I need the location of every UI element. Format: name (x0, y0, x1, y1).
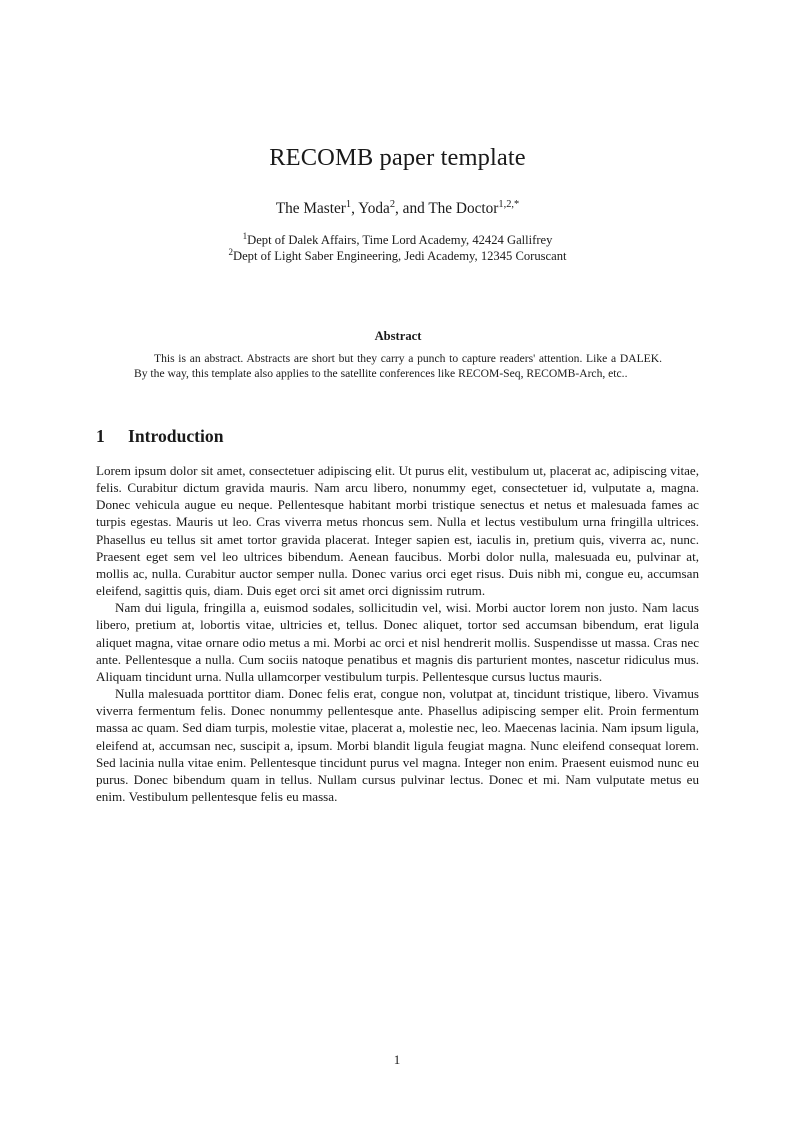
author-separator-2: , and (395, 200, 429, 217)
author-separator-1: , (351, 200, 359, 217)
section-heading-introduction (96, 425, 699, 447)
author-the-master-affiliation-marker: 1 (345, 198, 352, 210)
affiliation-1 (96, 230, 699, 249)
section-number: 1 (96, 426, 105, 446)
abstract-body: This is an abstract. Abstracts are short but they carry a punch to capture readers' attention. Like a DALEK. By the way, this template also applies to the satellite conferences like RECOM-Seq, RECOMB-Arch, etc.. (134, 352, 662, 381)
affiliation-2-text: Dept of Light Saber Engineering, Jedi Academy, 12345 Coruscant (232, 248, 567, 263)
page-number: 1 (393, 1052, 401, 1067)
abstract-heading: Abstract (374, 329, 422, 343)
abstract-section (134, 328, 662, 381)
page-title: RECOMB paper template (269, 144, 526, 171)
section-body-introduction (96, 462, 699, 805)
affiliation-2 (96, 246, 699, 265)
affiliation-list (96, 219, 699, 264)
author-the-doctor-affiliation-marker: 1,2,* (498, 198, 520, 210)
author-list (96, 173, 699, 219)
affiliation-1-marker: 1 (242, 230, 248, 241)
paragraph-3: Nulla malesuada porttitor diam. Donec felis erat, congue non, volutpat at, tincidunt tristique, libero. Vivamus viverra fermentum felis. Donec nonummy pellentesque ante. Phasellus adipiscing semper elit. Proin fermentum massa ac quam. Sed diam turpis, molestie vitae, placerat a, molestie nec, leo. Maecenas lacinia. Nam ipsum ligula, eleifend at, accumsan nec, suscipit a, ipsum. Morbi blandit ligula feugiat magna. Nunc eleifend consequat lorem. Sed lacinia nulla vitae enim. Pellentesque tincidunt purus vel magna. Integer non enim. Praesent euismod nunc eu purus. Donec bibendum quam in tellus. Nullam cursus pulvinar lectus. Donec et mi. Nam vulputate metus eu enim. Vestibulum pellentesque felis eu massa. (96, 686, 699, 804)
author-the-doctor: The Doctor (428, 200, 499, 217)
title-block (96, 143, 699, 264)
author-yoda: Yoda (358, 200, 390, 217)
paragraph-2: Nam dui ligula, fringilla a, euismod sodales, sollicitudin vel, wisi. Morbi auctor lorem non justo. Nam lacus libero, pretium at, lobortis vitae, ultricies et, tellus. Donec aliquet, tortor sed accumsan bibendum, erat ligula aliquet magna, vitae ornare odio metus a mi. Morbi ac orci et nisl hendrerit mollis. Suspendisse ut massa. Cras nec ante. Pellentesque a nulla. Cum sociis natoque penatibus et magnis dis parturient montes, nascetur ridiculus mus. Aliquam tincidunt urna. Nulla ullamcorper vestibulum turpis. Pellentesque cursus luctus mauris. (96, 600, 699, 684)
section-title: Introduction (128, 426, 224, 446)
author-the-master: The Master (275, 200, 346, 217)
affiliation-1-text: Dept of Dalek Affairs, Time Lord Academy, 42424 Gallifrey (247, 233, 553, 247)
author-yoda-affiliation-marker: 2 (389, 198, 396, 210)
paragraph-1: Lorem ipsum dolor sit amet, consectetuer adipiscing elit. Ut purus elit, vestibulum ut, placerat ac, adipiscing vitae, felis. Curabitur dictum gravida mauris. Nam arcu libero, nonummy eget, consectetuer id, vulputate a, magna. Donec vehicula augue eu neque. Pellentesque habitant morbi tristique senectus et netus et malesuada fames ac turpis egestas. Mauris ut leo. Cras viverra metus rhoncus sem. Nulla et lectus vestibulum urna fringilla ultrices. Phasellus eu tellus sit amet tortor gravida placerat. Integer sapien est, iaculis in, pretium quis, viverra ac, nunc. Praesent eget sem vel leo ultrices bibendum. Aenean faucibus. Morbi dolor nulla, malesuada eu, pulvinar at, mollis ac, nulla. Curabitur auctor semper nulla. Donec varius orci eget risus. Duis nibh mi, congue eu, accumsan eleifend, sagittis quis, diam. Duis eget orci sit amet orci dignissim rutrum. (96, 463, 699, 599)
affiliation-2-marker: 2 (228, 246, 233, 257)
